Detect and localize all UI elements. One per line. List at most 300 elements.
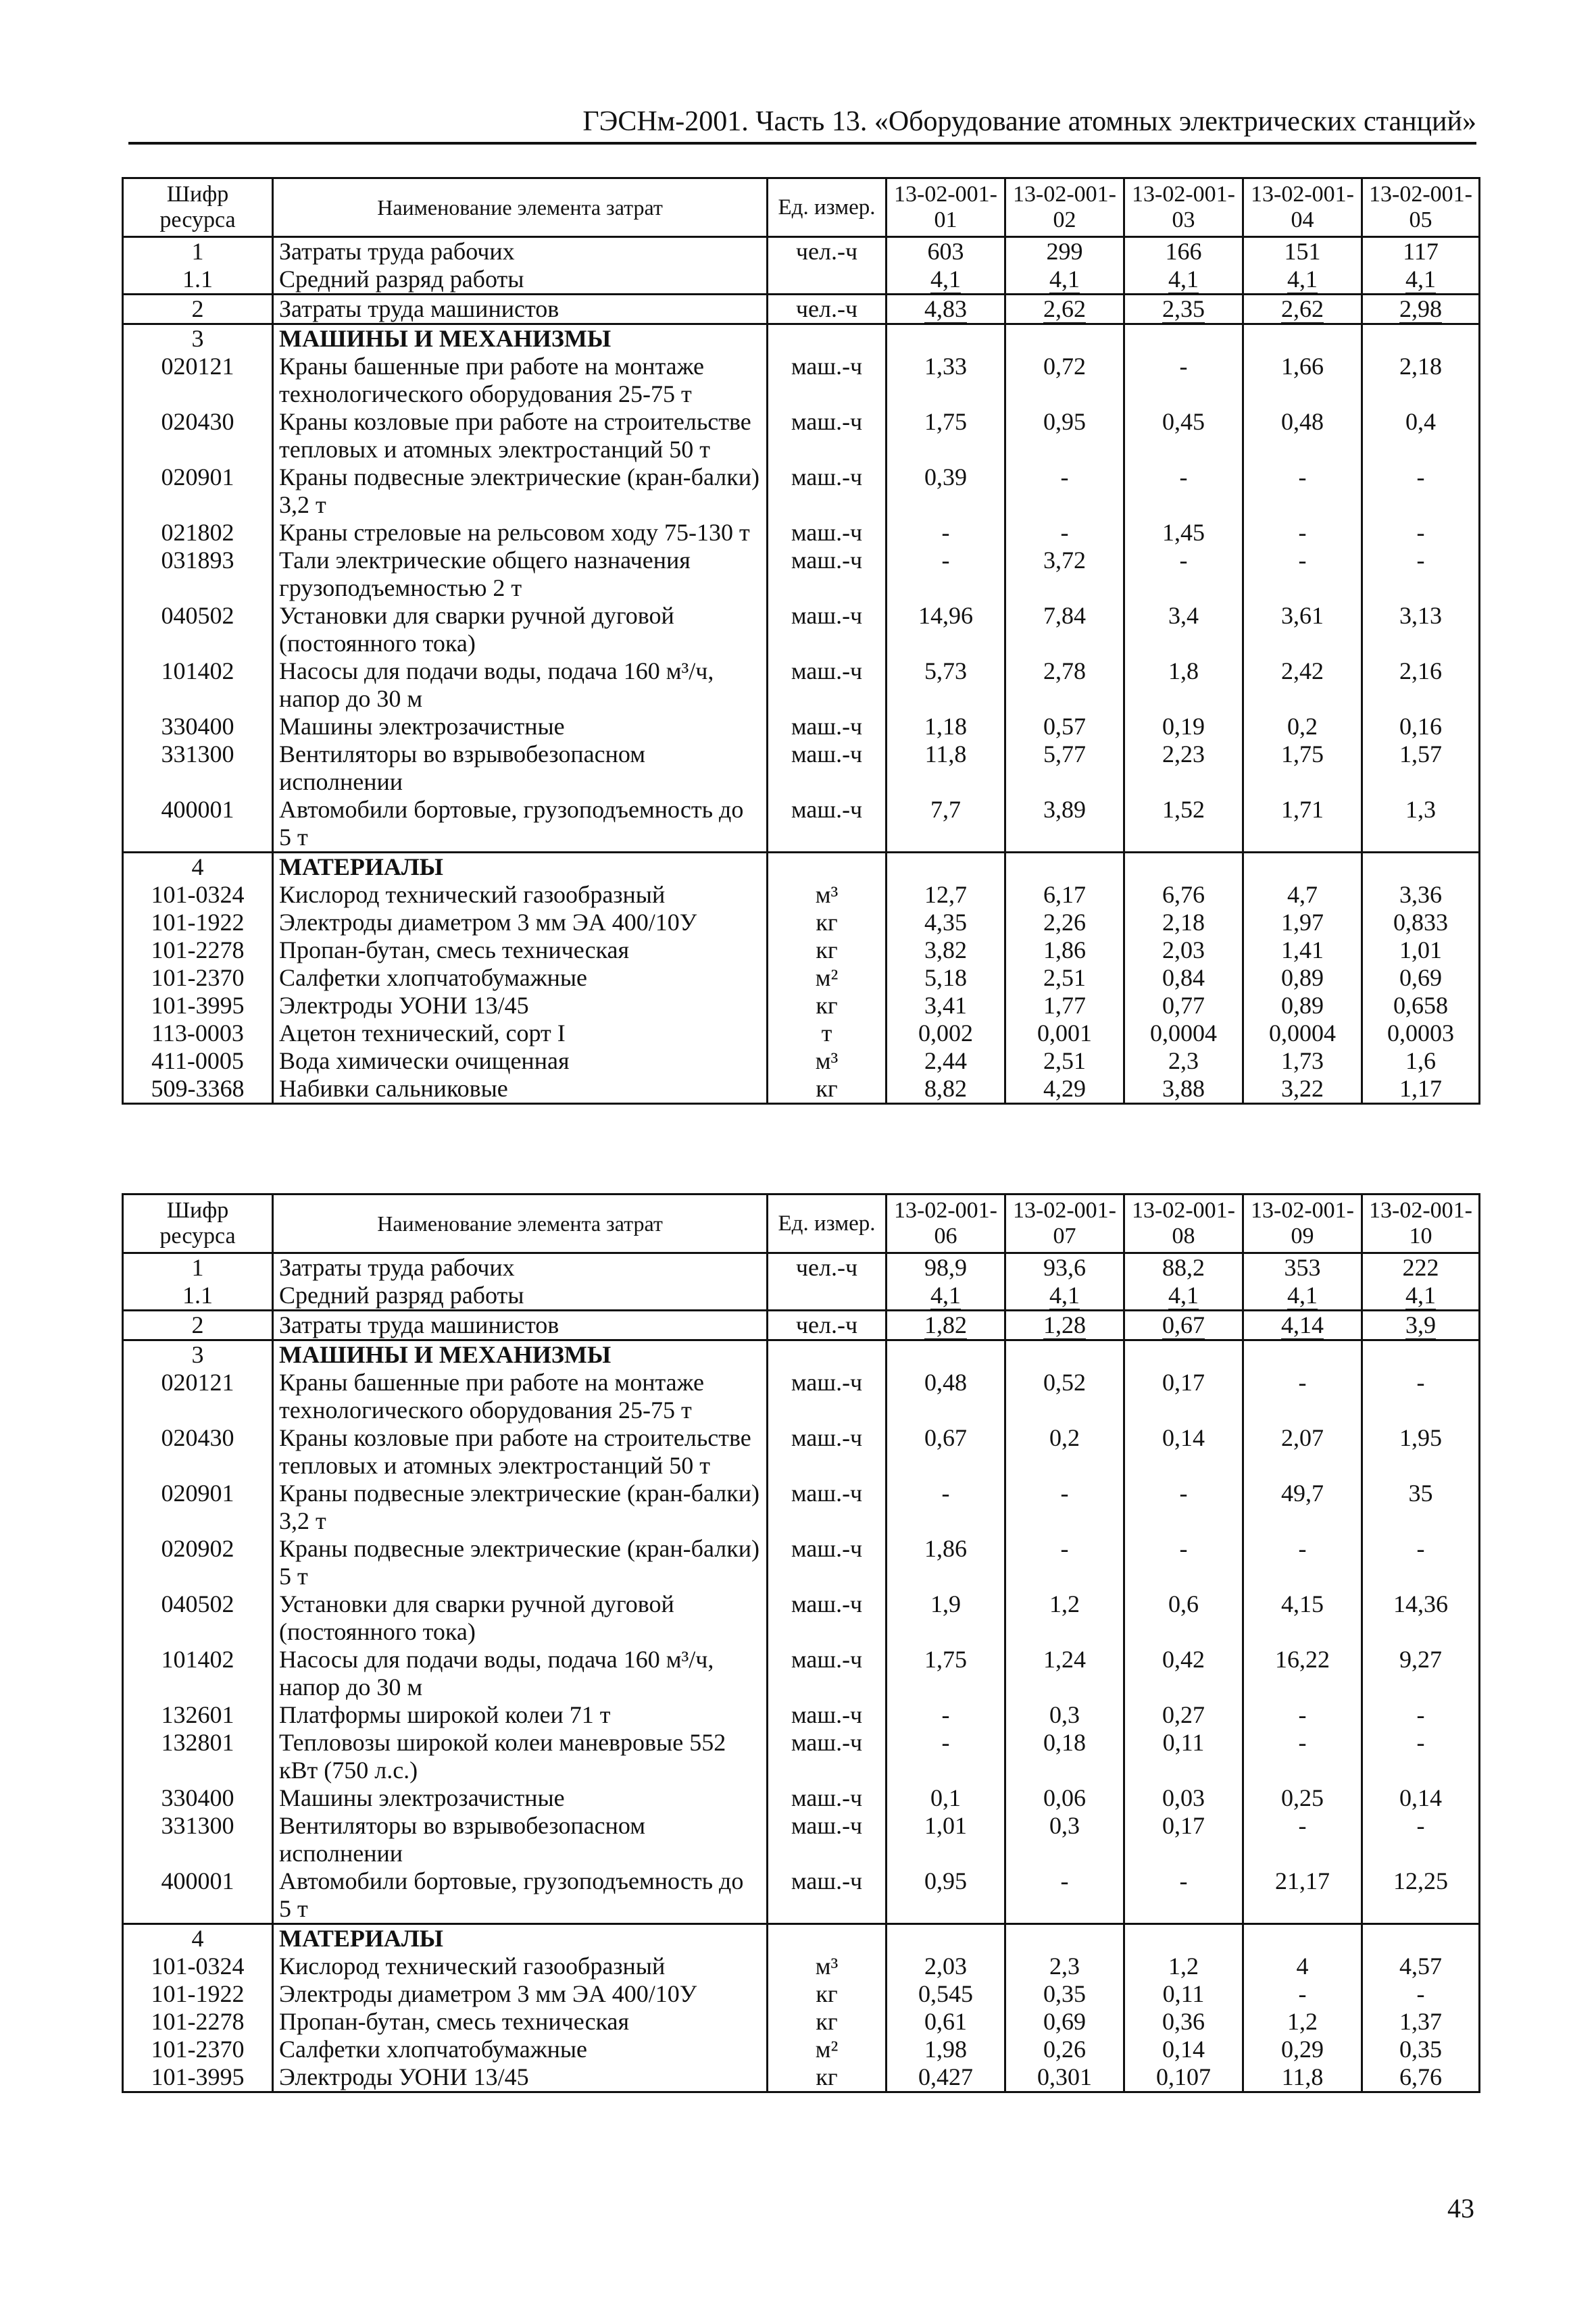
resource-code: 330400 (123, 713, 273, 740)
resource-code: 101-2370 (123, 2036, 273, 2063)
value-cell (1124, 853, 1243, 882)
value-cell: - (1243, 1729, 1362, 1784)
value-cell: 3,4 (1124, 602, 1243, 657)
resource-code: 040502 (123, 602, 273, 657)
value-cell: 2,03 (1124, 936, 1243, 964)
header-col-2: 13-02-001-02 (1005, 178, 1124, 237)
unit-cell: чел.-ч (768, 1253, 887, 1282)
value-cell: 35 (1362, 1480, 1480, 1535)
cost-element-name: Ацетон технический, сорт I (273, 1020, 768, 1047)
value-cell: - (887, 1480, 1005, 1535)
value-cell: - (1362, 1980, 1480, 2008)
value-cell (1005, 266, 1124, 295)
unit-cell: кг (768, 909, 887, 936)
value-cell (887, 295, 1005, 324)
header-col-4: 13-02-001-09 (1243, 1194, 1362, 1253)
unit-cell: маш.-ч (768, 740, 887, 796)
value-cell: - (1243, 463, 1362, 519)
unit-cell: кг (768, 1980, 887, 2008)
unit-cell: чел.-ч (768, 295, 887, 324)
value-cell: 2,07 (1243, 1424, 1362, 1480)
table-row (123, 1311, 1480, 1340)
value-cell: 0,17 (1124, 1812, 1243, 1867)
value-cell (887, 853, 1005, 882)
cost-element-name: Установки для сварки ручной дуговой (постоянного тока) (273, 602, 768, 657)
resource-code: 1.1 (123, 1282, 273, 1311)
value-text: 0,67 (1162, 1311, 1205, 1340)
table-row (123, 1369, 1480, 1424)
value-cell: 0,16 (1362, 713, 1480, 740)
value-text: 4,1 (930, 1282, 961, 1311)
header-code: Шифр ресурса (123, 1194, 273, 1253)
resource-code: 1.1 (123, 266, 273, 295)
resource-code: 101-3995 (123, 2063, 273, 2092)
table-row (123, 602, 1480, 657)
resource-code: 020901 (123, 1480, 273, 1535)
value-cell: - (1005, 1480, 1124, 1535)
value-cell (1005, 1311, 1124, 1340)
value-cell: 0,11 (1124, 1980, 1243, 2008)
value-cell: 1,2 (1124, 1953, 1243, 1980)
resource-code: 101-1922 (123, 909, 273, 936)
value-cell: 4 (1243, 1953, 1362, 1980)
table-row (123, 266, 1480, 295)
value-cell: 1,24 (1005, 1646, 1124, 1701)
unit-cell: маш.-ч (768, 519, 887, 547)
value-cell: 0,0004 (1243, 1020, 1362, 1047)
cost-element-name: Затраты труда рабочих (273, 1253, 768, 1282)
value-cell (1362, 1924, 1480, 1953)
value-text: 4,1 (1287, 266, 1318, 295)
value-cell: 3,22 (1243, 1075, 1362, 1104)
table-row (123, 740, 1480, 796)
resource-code: 400001 (123, 1867, 273, 1924)
value-cell: 2,3 (1005, 1953, 1124, 1980)
value-cell: 3,89 (1005, 796, 1124, 853)
value-cell (1124, 266, 1243, 295)
resource-code: 331300 (123, 740, 273, 796)
unit-cell: м³ (768, 1047, 887, 1075)
header-col-2: 13-02-001-07 (1005, 1194, 1124, 1253)
unit-cell: кг (768, 1075, 887, 1104)
unit-cell: маш.-ч (768, 1729, 887, 1784)
value-cell (1243, 1311, 1362, 1340)
value-cell: 0,89 (1243, 992, 1362, 1020)
value-text: 4,1 (1049, 1282, 1080, 1311)
value-cell: 4,29 (1005, 1075, 1124, 1104)
value-text: 2,98 (1399, 295, 1442, 324)
cost-element-name: Машины электрозачистные (273, 713, 768, 740)
cost-element-name: Вентиляторы во взрывобезопасном исполнении (273, 1812, 768, 1867)
value-cell (1362, 266, 1480, 295)
value-text: 4,1 (930, 266, 961, 295)
value-cell: 2,26 (1005, 909, 1124, 936)
table-row (123, 1075, 1480, 1104)
value-cell (1005, 1340, 1124, 1369)
value-cell: - (1362, 463, 1480, 519)
value-cell: - (1124, 547, 1243, 602)
value-cell: 0,35 (1362, 2036, 1480, 2063)
value-cell (1243, 1340, 1362, 1369)
value-cell: 0,77 (1124, 992, 1243, 1020)
value-cell: 14,36 (1362, 1590, 1480, 1646)
resource-code: 411-0005 (123, 1047, 273, 1075)
value-cell: 0,301 (1005, 2063, 1124, 2092)
value-cell: - (1124, 353, 1243, 408)
value-cell: 2,51 (1005, 1047, 1124, 1075)
value-cell: 3,88 (1124, 1075, 1243, 1104)
value-cell: 1,77 (1005, 992, 1124, 1020)
value-cell: 0,18 (1005, 1729, 1124, 1784)
resource-code: 509-3368 (123, 1075, 273, 1104)
cost-element-name: Затраты труда рабочих (273, 237, 768, 266)
table-row (123, 1480, 1480, 1535)
unit-cell: маш.-ч (768, 1701, 887, 1729)
value-cell: 1,52 (1124, 796, 1243, 853)
value-cell: 299 (1005, 237, 1124, 266)
value-cell: 0,17 (1124, 1369, 1243, 1424)
resource-code: 020430 (123, 1424, 273, 1480)
value-cell: - (887, 547, 1005, 602)
cost-element-name: Автомобили бортовые, грузоподъемность до 5 т (273, 1867, 768, 1924)
table-row (123, 2036, 1480, 2063)
value-cell: 1,41 (1243, 936, 1362, 964)
value-cell: - (1124, 1535, 1243, 1590)
value-cell: - (1362, 1535, 1480, 1590)
resource-code: 101-2278 (123, 2008, 273, 2036)
value-cell (1243, 1924, 1362, 1953)
value-cell: 4,57 (1362, 1953, 1480, 1980)
unit-cell: маш.-ч (768, 353, 887, 408)
value-cell: 0,69 (1362, 964, 1480, 992)
unit-cell: кг (768, 2008, 887, 2036)
value-cell: 2,78 (1005, 657, 1124, 713)
value-text: 4,1 (1168, 266, 1199, 295)
value-cell: - (1005, 519, 1124, 547)
resource-code: 4 (123, 853, 273, 882)
value-cell: 1,01 (887, 1812, 1005, 1867)
value-cell: 222 (1362, 1253, 1480, 1282)
value-cell: - (1124, 1867, 1243, 1924)
value-text: 4,1 (1405, 1282, 1436, 1311)
value-cell: 4,15 (1243, 1590, 1362, 1646)
value-cell: 1,75 (887, 408, 1005, 463)
unit-cell: маш.-ч (768, 796, 887, 853)
cost-element-name: Краны стреловые на рельсовом ходу 75-130 т (273, 519, 768, 547)
table-row (123, 463, 1480, 519)
value-cell: 0,002 (887, 1020, 1005, 1047)
value-cell: - (887, 1729, 1005, 1784)
header-col-4: 13-02-001-04 (1243, 178, 1362, 237)
cost-element-name: Машины электрозачистные (273, 1784, 768, 1812)
value-cell (1362, 295, 1480, 324)
value-cell: 0,52 (1005, 1369, 1124, 1424)
value-cell: 2,16 (1362, 657, 1480, 713)
value-cell (1362, 324, 1480, 353)
value-cell: 0,72 (1005, 353, 1124, 408)
table-row (123, 1282, 1480, 1311)
value-cell: 1,73 (1243, 1047, 1362, 1075)
value-cell (1243, 266, 1362, 295)
unit-cell: маш.-ч (768, 1784, 887, 1812)
cost-element-name: Средний разряд работы (273, 1282, 768, 1311)
table-row (123, 1784, 1480, 1812)
value-cell (1124, 1282, 1243, 1311)
resource-code: 330400 (123, 1784, 273, 1812)
cost-element-name: Краны козловые при работе на строительстве тепловых и атомных электростанций 50 т (273, 408, 768, 463)
resource-code: 3 (123, 1340, 273, 1369)
table-row (123, 1701, 1480, 1729)
cost-element-name: Затраты труда машинистов (273, 1311, 768, 1340)
table-row (123, 657, 1480, 713)
value-cell: - (1362, 1812, 1480, 1867)
cost-element-name: Насосы для подачи воды, подача 160 м³/ч, напор до 30 м (273, 657, 768, 713)
resource-code: 101-1922 (123, 1980, 273, 2008)
unit-cell: кг (768, 992, 887, 1020)
value-cell: 1,57 (1362, 740, 1480, 796)
value-cell (887, 1282, 1005, 1311)
table-row (123, 964, 1480, 992)
resource-code: 020121 (123, 1369, 273, 1424)
resource-code: 2 (123, 1311, 273, 1340)
section-row (123, 324, 1480, 353)
value-cell: 98,9 (887, 1253, 1005, 1282)
value-cell: 0,48 (1243, 408, 1362, 463)
value-cell: 1,6 (1362, 1047, 1480, 1075)
value-cell: 4,7 (1243, 881, 1362, 909)
cost-element-name: Пропан-бутан, смесь техническая (273, 2008, 768, 2036)
value-cell: 1,3 (1362, 796, 1480, 853)
unit-cell: кг (768, 2063, 887, 2092)
value-cell: 5,18 (887, 964, 1005, 992)
table-row (123, 353, 1480, 408)
value-cell: 0,67 (887, 1424, 1005, 1480)
cost-element-name: МАТЕРИАЛЫ (273, 853, 768, 882)
value-cell: - (1005, 1867, 1124, 1924)
table-row (123, 295, 1480, 324)
value-cell: 603 (887, 237, 1005, 266)
unit-cell (768, 1924, 887, 1953)
value-text: 4,1 (1405, 266, 1436, 295)
value-cell: 7,84 (1005, 602, 1124, 657)
table-row (123, 881, 1480, 909)
header-col-1: 13-02-001-01 (887, 178, 1005, 237)
cost-element-name: Электроды диаметром 3 мм ЭА 400/10У (273, 909, 768, 936)
value-cell: 0,03 (1124, 1784, 1243, 1812)
value-cell: 1,66 (1243, 353, 1362, 408)
unit-cell: маш.-ч (768, 1535, 887, 1590)
value-cell: 1,86 (1005, 936, 1124, 964)
unit-cell (768, 1340, 887, 1369)
value-cell: 0,25 (1243, 1784, 1362, 1812)
value-cell: - (1124, 1480, 1243, 1535)
value-cell: 93,6 (1005, 1253, 1124, 1282)
value-cell: - (1243, 1980, 1362, 2008)
unit-cell (768, 266, 887, 295)
value-cell: 0,107 (1124, 2063, 1243, 2092)
value-cell: 49,7 (1243, 1480, 1362, 1535)
value-cell: - (1124, 463, 1243, 519)
table-row (123, 1535, 1480, 1590)
value-cell: 2,3 (1124, 1047, 1243, 1075)
value-cell (1362, 1282, 1480, 1311)
value-cell (887, 324, 1005, 353)
page-number: 43 (1447, 2193, 1474, 2223)
value-cell: 3,36 (1362, 881, 1480, 909)
cost-element-name: Салфетки хлопчатобумажные (273, 2036, 768, 2063)
value-cell: 1,37 (1362, 2008, 1480, 2036)
resource-code: 101-0324 (123, 881, 273, 909)
value-cell: 0,14 (1124, 1424, 1243, 1480)
resource-code: 331300 (123, 1812, 273, 1867)
value-cell: 8,82 (887, 1075, 1005, 1104)
value-cell: 0,89 (1243, 964, 1362, 992)
unit-cell: маш.-ч (768, 657, 887, 713)
header-col-5: 13-02-001-10 (1362, 1194, 1480, 1253)
value-cell: 0,69 (1005, 2008, 1124, 2036)
value-cell: 6,17 (1005, 881, 1124, 909)
value-cell: - (1243, 547, 1362, 602)
value-cell: 0,95 (1005, 408, 1124, 463)
unit-cell (768, 324, 887, 353)
value-cell (1362, 1311, 1480, 1340)
header-title: ГЭСНм-2001. Часть 13. «Оборудование атомных электрических станций» (582, 106, 1476, 137)
cost-element-name: Краны башенные при работе на монтаже технологического оборудования 25-75 т (273, 1369, 768, 1424)
value-cell (1362, 1340, 1480, 1369)
resource-code: 031893 (123, 547, 273, 602)
value-cell (1243, 853, 1362, 882)
table-row (123, 1253, 1480, 1282)
header-col-3: 13-02-001-08 (1124, 1194, 1243, 1253)
table-row (123, 519, 1480, 547)
value-cell: 1,2 (1243, 2008, 1362, 2036)
value-cell: - (1243, 1535, 1362, 1590)
value-cell: 0,3 (1005, 1812, 1124, 1867)
value-cell: 2,18 (1362, 353, 1480, 408)
cost-element-name: Насосы для подачи воды, подача 160 м³/ч, напор до 30 м (273, 1646, 768, 1701)
unit-cell: маш.-ч (768, 547, 887, 602)
value-cell: 0,3 (1005, 1701, 1124, 1729)
value-cell: 7,7 (887, 796, 1005, 853)
value-cell: - (887, 519, 1005, 547)
cost-element-name: Тепловозы широкой колеи маневровые 552 кВт (750 л.с.) (273, 1729, 768, 1784)
value-cell: 3,61 (1243, 602, 1362, 657)
cost-element-name: Кислород технический газообразный (273, 881, 768, 909)
value-cell: 11,8 (1243, 2063, 1362, 2092)
cost-element-name: Электроды УОНИ 13/45 (273, 2063, 768, 2092)
unit-cell: маш.-ч (768, 408, 887, 463)
resource-code: 113-0003 (123, 1020, 273, 1047)
value-cell: 353 (1243, 1253, 1362, 1282)
cost-element-name: Краны подвесные электрические (кран-балки) 5 т (273, 1535, 768, 1590)
table-row (123, 909, 1480, 936)
cost-element-name: Вода химически очищенная (273, 1047, 768, 1075)
value-cell: 0,45 (1124, 408, 1243, 463)
value-cell: 1,97 (1243, 909, 1362, 936)
header-col-1: 13-02-001-06 (887, 1194, 1005, 1253)
value-cell: 0,545 (887, 1980, 1005, 2008)
cost-element-name: Вентиляторы во взрывобезопасном исполнении (273, 740, 768, 796)
value-cell: 0,27 (1124, 1701, 1243, 1729)
value-text: 1,82 (924, 1311, 967, 1340)
value-cell: 0,6 (1124, 1590, 1243, 1646)
value-cell: 0,001 (1005, 1020, 1124, 1047)
resource-code: 020430 (123, 408, 273, 463)
value-cell: 11,8 (887, 740, 1005, 796)
unit-cell: маш.-ч (768, 1424, 887, 1480)
value-cell: 88,2 (1124, 1253, 1243, 1282)
cost-element-name: МАШИНЫ И МЕХАНИЗМЫ (273, 1340, 768, 1369)
cost-element-name: Платформы широкой колеи 71 т (273, 1701, 768, 1729)
unit-cell: маш.-ч (768, 1590, 887, 1646)
value-cell: 0,39 (887, 463, 1005, 519)
value-cell: 0,42 (1124, 1646, 1243, 1701)
value-cell: 1,33 (887, 353, 1005, 408)
value-cell: 2,42 (1243, 657, 1362, 713)
cost-element-name: Автомобили бортовые, грузоподъемность до 5 т (273, 796, 768, 853)
table-row (123, 1953, 1480, 1980)
value-cell: 1,18 (887, 713, 1005, 740)
value-cell: 0,427 (887, 2063, 1005, 2092)
value-cell: 0,0004 (1124, 1020, 1243, 1047)
resource-code: 101-2278 (123, 936, 273, 964)
value-cell: 1,45 (1124, 519, 1243, 547)
value-cell: 3,72 (1005, 547, 1124, 602)
value-cell: - (1243, 1369, 1362, 1424)
norms-table-2 (122, 1193, 1480, 2093)
value-cell: - (1362, 547, 1480, 602)
table-row (123, 237, 1480, 266)
value-cell: 0,0003 (1362, 1020, 1480, 1047)
resource-code: 132801 (123, 1729, 273, 1784)
value-cell: - (1005, 1535, 1124, 1590)
unit-cell: м³ (768, 881, 887, 909)
value-cell (1124, 1311, 1243, 1340)
value-cell: 3,82 (887, 936, 1005, 964)
value-cell: 5,73 (887, 657, 1005, 713)
header-col-3: 13-02-001-03 (1124, 178, 1243, 237)
table-row (123, 992, 1480, 1020)
cost-element-name: Краны подвесные электрические (кран-балки) 3,2 т (273, 1480, 768, 1535)
norms-table-1 (122, 177, 1480, 1105)
resource-code: 1 (123, 237, 273, 266)
value-cell: 0,14 (1124, 2036, 1243, 2063)
value-cell: 0,1 (887, 1784, 1005, 1812)
value-cell: 3,13 (1362, 602, 1480, 657)
table-row (123, 1729, 1480, 1784)
value-cell: 5,77 (1005, 740, 1124, 796)
table-row (123, 408, 1480, 463)
value-cell: 12,7 (887, 881, 1005, 909)
table-row (123, 1646, 1480, 1701)
header-unit: Ед. измер. (768, 178, 887, 237)
table-row (123, 2008, 1480, 2036)
value-text: 4,14 (1281, 1311, 1324, 1340)
table-row (123, 1047, 1480, 1075)
value-cell (1243, 324, 1362, 353)
value-cell: 0,2 (1243, 713, 1362, 740)
cost-element-name: Установки для сварки ручной дуговой (постоянного тока) (273, 1590, 768, 1646)
value-cell: 0,61 (887, 2008, 1005, 2036)
value-cell: 6,76 (1362, 2063, 1480, 2092)
resource-code: 101-0324 (123, 1953, 273, 1980)
cost-element-name: Краны козловые при работе на строительстве тепловых и атомных электростанций 50 т (273, 1424, 768, 1480)
unit-cell: м³ (768, 1953, 887, 1980)
value-cell: 0,19 (1124, 713, 1243, 740)
value-cell (1124, 1340, 1243, 1369)
unit-cell: кг (768, 936, 887, 964)
value-cell (1243, 295, 1362, 324)
